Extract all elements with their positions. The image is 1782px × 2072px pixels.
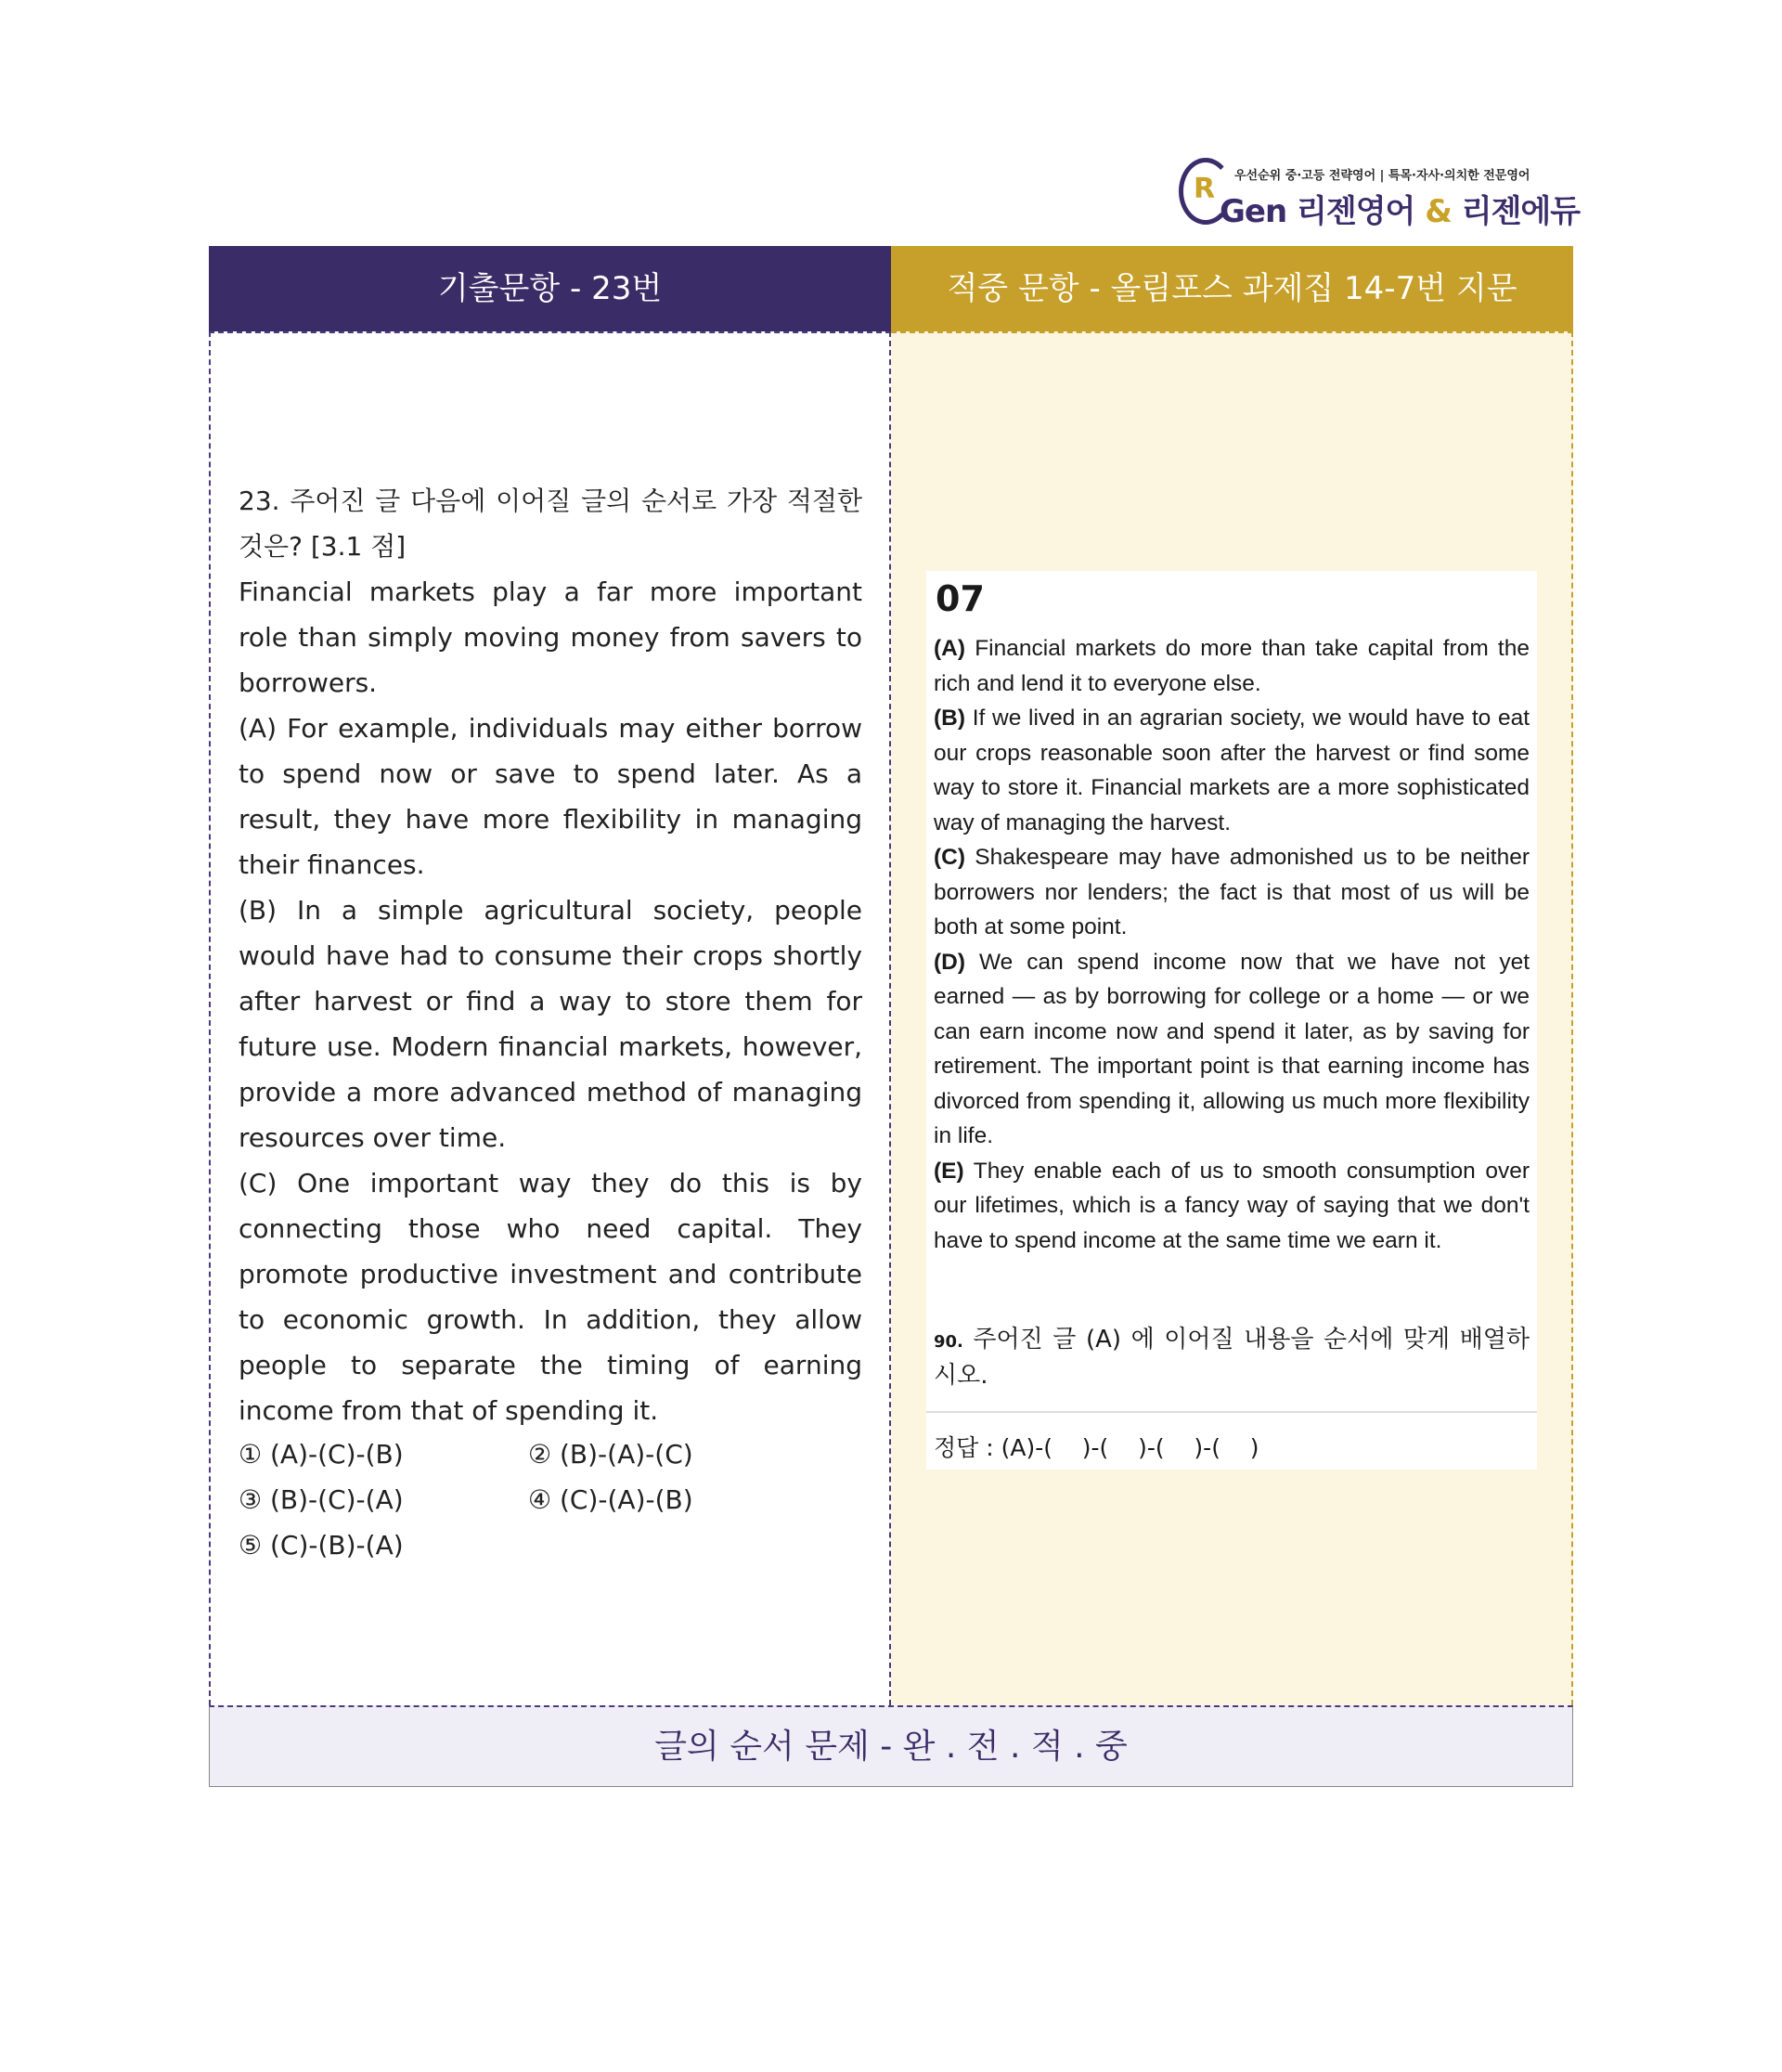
excerpt-answer-line: 정답 : (A)-( )-( )-( )-( ) (934, 1434, 1259, 1461)
paragraph-a (239, 706, 862, 887)
paragraph-b (239, 887, 862, 1160)
excerpt-c-label: (C) (934, 845, 966, 870)
paragraph-b-text: In a simple agricultural society, people would have had to consume their crops shortly after harvest or find a way to store them for future use. Modern financial markets, however, provide a more advanced method of managing resources over time. (239, 895, 862, 1153)
paragraph-c (239, 1160, 862, 1433)
brand-logo (1179, 158, 1581, 230)
excerpt-c-text: Shakespeare may have admonished us to be neither borrowers nor lenders; the fact is that most of us will be both at some point. (934, 845, 1530, 939)
excerpt-question-number: 90. (934, 1332, 963, 1352)
logo-ampersand: & (1425, 193, 1452, 230)
choice-5: ⑤ (C)-(B)-(A) (239, 1530, 404, 1560)
right-column-header: 적중 문항 - 올림포스 과제집 14-7번 지문 (891, 246, 1573, 331)
excerpt-paragraph-a (934, 631, 1530, 701)
question-intro: Financial markets play a far more important role than simply moving money from savers to borrowers. (239, 576, 862, 698)
excerpt-a-text: Financial markets do more than take capital from the rich and lend it to everyone else. (934, 636, 1530, 696)
textbook-excerpt (926, 571, 1537, 1470)
paragraph-a-text: For example, individuals may either borrow to spend now or save to spend later. As a result, they have more flexibility in managing their finances. (239, 713, 862, 880)
excerpt-paragraph-c (934, 840, 1530, 945)
excerpt-paragraph-e (934, 1154, 1530, 1259)
logo-brand-name (1220, 186, 1580, 231)
logo-tagline: 우선순위 중·고등 전략영어 | 특목·자사·의치한 전문영어 (1234, 169, 1530, 183)
paragraph-b-label: (B) (239, 895, 278, 926)
excerpt-d-text: We can spend income now that we have not yet earned — as by borrowing for college or a home — or we can earn income now and spend it later, as by saving for retirement. The important point is that earning income has divorced from spending it, allowing us much more flexibility in life. (934, 949, 1530, 1148)
logo-brand-left: Gen 리젠영어 (1220, 193, 1415, 230)
question-stem: 23. 주어진 글 다음에 이어질 글의 순서로 가장 적절한 것은? [3.1 점] (239, 486, 862, 562)
logo-r-letter: R (1194, 173, 1216, 205)
excerpt-body (934, 631, 1530, 1258)
logo-brand-right: 리젠에듀 (1461, 193, 1581, 230)
excerpt-e-text: They enable each of us to smooth consumption over our lifetimes, which is a fancy way of saying that we don't have to spend income at the same time we earn it. (934, 1158, 1530, 1253)
left-column-header: 기출문항 - 23번 (209, 246, 891, 331)
choice-2: ② (B)-(A)-(C) (528, 1439, 693, 1470)
excerpt-e-label: (E) (934, 1158, 964, 1184)
excerpt-question-text: 주어진 글 (A) 에 이어질 내용을 순서에 맞게 배열하시오. (934, 1326, 1530, 1390)
paragraph-a-label: (A) (239, 713, 278, 744)
choice-4: ④ (C)-(A)-(B) (528, 1484, 693, 1515)
summary-footer: 글의 순서 문제 - 완 . 전 . 적 . 중 (209, 1705, 1573, 1787)
paragraph-c-text: One important way they do this is by connecting those who need capital. They promote productive investment and contribute to economic growth. In addition, they allow people to separate the timing of earning income from that of spending it. (239, 1168, 862, 1426)
excerpt-paragraph-b (934, 701, 1530, 840)
excerpt-number: 07 (936, 578, 985, 619)
choice-1: ① (A)-(C)-(B) (239, 1439, 404, 1470)
exam-question (239, 478, 862, 1433)
excerpt-paragraph-d (934, 945, 1530, 1154)
excerpt-d-label: (D) (934, 949, 966, 975)
excerpt-b-text: If we lived in an agrarian society, we would have to eat our crops reasonable soon after the harvest or find some way to store it. Financial markets are a more sophisticated way of managing the harvest. (934, 706, 1530, 835)
excerpt-a-label: (A) (934, 636, 966, 661)
paragraph-c-label: (C) (239, 1168, 278, 1198)
excerpt-question (934, 1323, 1530, 1392)
excerpt-divider (926, 1411, 1537, 1413)
choice-3: ③ (B)-(C)-(A) (239, 1484, 404, 1515)
excerpt-b-label: (B) (934, 706, 966, 731)
